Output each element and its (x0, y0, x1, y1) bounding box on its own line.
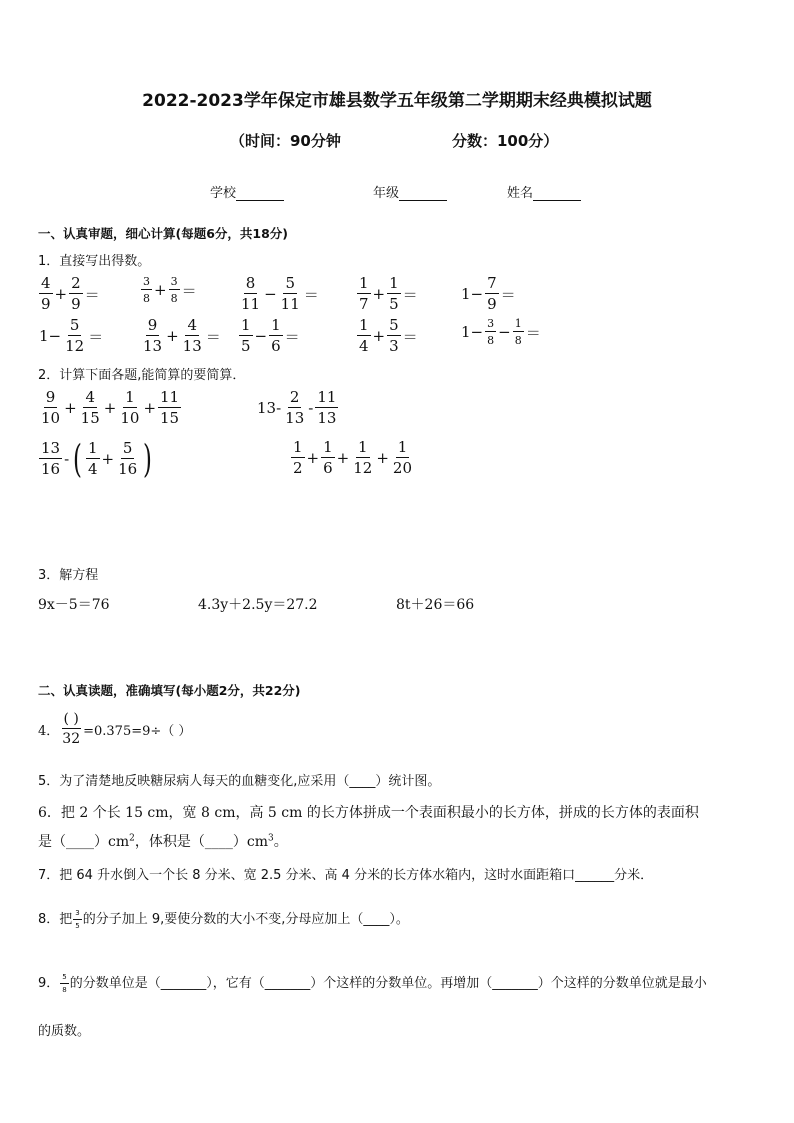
oral-calc-item: $\frac{1}{7}$ + $\frac{1}{5}$ ＝ (359, 274, 418, 313)
fraction: $\frac{7}{9}$ (487, 274, 497, 313)
fraction: $\frac{3}{8}$ (143, 275, 150, 305)
grade-field[interactable] (373, 182, 447, 201)
oral-calc-item: 1− $\frac{5}{12}$ ＝ (39, 316, 104, 355)
fraction: $\frac{5}{12}$ (65, 316, 85, 355)
oral-calc-item: 1− $\frac{3}{8}$ − $\frac{1}{8}$ ＝ (461, 317, 541, 347)
question-6-line2: 是$(\_\_\_\_)cm^2$，体积是$(\_\_\_\_)cm^3$。 (38, 833, 288, 850)
question-9-line1: 9． $\frac{5}{8}$ 的分数单位是（_______），它有（_______）个这样的分数单位。再增加（_______）个这样的分数单位就是最小 (38, 972, 707, 994)
calc-expression-b: 13- $\frac{2}{13}$ - $\frac{11}{13}$ (257, 388, 337, 427)
fraction: $\frac{4}{13}$ (182, 316, 202, 355)
section1-heading: 一、认真审题，细心计算(每题6分，共18分) (38, 226, 289, 241)
question-2: 2．计算下面各题,能简算的要简算． (38, 368, 246, 383)
fraction: $\frac{2}{9}$ (71, 274, 81, 313)
fraction: $\frac{1}{4}$ (359, 316, 369, 355)
school-label: 学校 (210, 186, 237, 201)
fraction: $\frac{5}{3}$ (389, 316, 399, 355)
question-3: 3．解方程 (38, 568, 99, 583)
calc-expression-a: $\frac{9}{10}$ + $\frac{4}{15}$ + $\frac{1}{10}$ + $\frac{11}{15}$ (41, 388, 180, 427)
question-8: 8．把 $\frac{3}{5}$ 的分子加上 9,要使分数的大小不变,分母应加上（____）。 (38, 908, 409, 930)
oral-calc-item: $\frac{1}{5}$ − $\frac{1}{6}$ ＝ (241, 316, 300, 355)
calc-expression-d: $\frac{1}{2}$ + $\frac{1}{6}$ + $\frac{1}{12}$ + $\frac{1}{20}$ (293, 438, 413, 477)
name-field[interactable] (507, 182, 581, 201)
question-4: 4． $\frac{( )}{32}$ =0.375=9÷（ ） (38, 711, 192, 747)
fraction: $\frac{1}{10}$ (120, 388, 140, 427)
oral-calc-item: $\frac{9}{13}$ + $\frac{4}{13}$ ＝ (143, 316, 221, 355)
oral-calc-item: 1− $\frac{7}{9}$ ＝ (461, 274, 516, 313)
question-6-line1: 6．把 2 个长 15 cm，宽 8 cm，高 5 cm 的长方体拼成一个表面积最小的长方体，拼成的长方体的表面积 (38, 805, 699, 821)
exam-score: 分数：100分） (452, 132, 559, 150)
fraction: $\frac{8}{11}$ (241, 274, 261, 313)
fraction: $\frac{2}{13}$ (285, 388, 305, 427)
equation-2: 4.3y＋2.5y＝27.2 (198, 597, 318, 613)
fraction: $\frac{9}{13}$ (143, 316, 163, 355)
fraction: $\frac{1}{5}$ (241, 316, 251, 355)
question-7: 7．把 64 升水倒入一个长 8 分米、宽 2.5 分米、高 4 分米的长方体水箱内，这时水面距箱口______分米． (38, 868, 654, 883)
section2-heading: 二、认真读题，准确填写(每小题2分，共22分) (38, 683, 301, 698)
question-5: 5．为了清楚地反映糖尿病人每天的血糖变化,应采用（____）统计图。 (38, 774, 441, 789)
page-title: 2022-2023学年保定市雄县数学五年级第二学期期末经典模拟试题 (142, 91, 652, 111)
equation-3: 8t＋26＝66 (396, 597, 475, 613)
fraction: $\frac{1}{7}$ (359, 274, 369, 313)
fraction: $\frac{1}{6}$ (271, 316, 281, 355)
fraction: $\frac{11}{15}$ (160, 388, 180, 427)
fraction: $\frac{9}{10}$ (41, 388, 61, 427)
oral-calc-item: $\frac{3}{8}$ + $\frac{3}{8}$ ＝ (143, 275, 197, 305)
exam-time: （时间：90分钟 (230, 132, 341, 150)
calc-expression-c: $\frac{13}{16}$ - ( $\frac{1}{4}$ + $\frac{5}{16}$ ) (41, 437, 153, 481)
fraction: $\frac{1}{6}$ (323, 438, 333, 477)
oral-calc-item: $\frac{1}{4}$ + $\frac{5}{3}$ ＝ (359, 316, 418, 355)
oral-calc-item: $\frac{4}{9}$ + $\frac{2}{9}$ ＝ (41, 274, 100, 313)
school-field[interactable] (210, 182, 284, 201)
question-9-line2: 的质数。 (38, 1024, 91, 1039)
fraction: $\frac{4}{15}$ (80, 388, 100, 427)
fraction: $\frac{1}{8}$ (514, 317, 522, 347)
fraction: $\frac{11}{13}$ (317, 388, 337, 427)
fraction: $\frac{4}{9}$ (41, 274, 51, 313)
question-1: 1．直接写出得数。 (38, 254, 151, 269)
fraction: $\frac{1}{12}$ (353, 438, 373, 477)
fraction: $\frac{5}{11}$ (280, 274, 300, 313)
fraction: $\frac{1}{2}$ (293, 438, 303, 477)
fraction: $\frac{3}{8}$ (170, 275, 178, 305)
name-label: 姓名 (507, 186, 534, 201)
grade-label: 年级 (373, 186, 400, 201)
fraction: $\frac{1}{20}$ (392, 438, 413, 477)
fraction: $\frac{1}{5}$ (389, 274, 399, 313)
oral-calc-item: $\frac{8}{11}$ − $\frac{5}{11}$ ＝ (241, 274, 319, 313)
equation-1: 9x－5＝76 (38, 597, 110, 613)
fraction: $\frac{3}{8}$ (487, 317, 495, 347)
